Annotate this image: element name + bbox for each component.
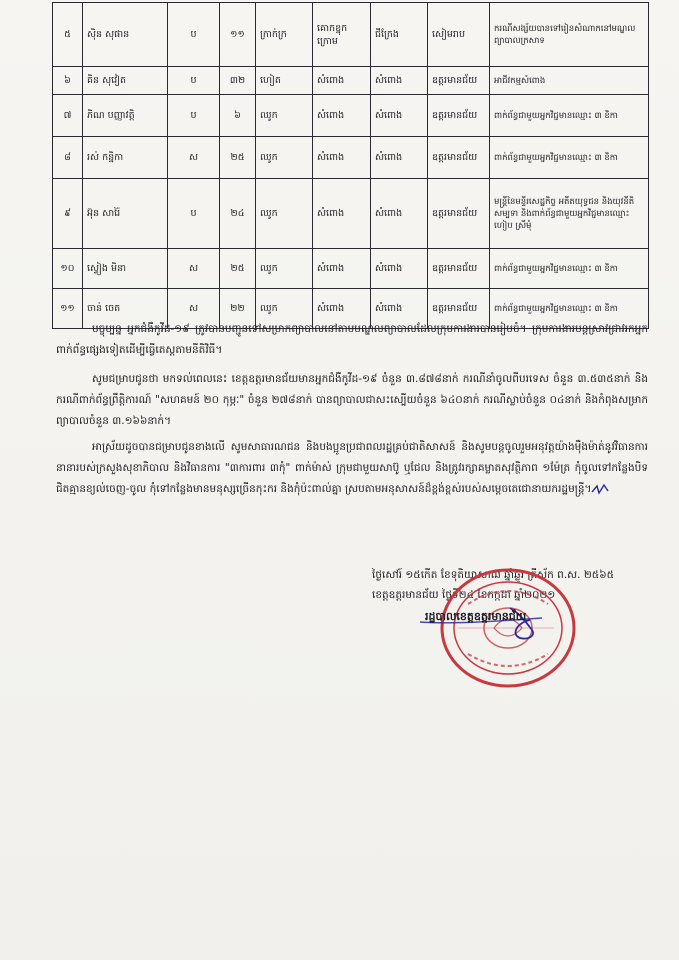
cell-name: គិន សុវៀត bbox=[83, 67, 168, 95]
cell-sex: ប bbox=[168, 179, 220, 249]
table-row bbox=[53, 179, 649, 249]
cell-age: ២៥ bbox=[220, 137, 256, 179]
cell-job: ហៀត bbox=[256, 67, 313, 95]
cell-place: សំពោង bbox=[313, 179, 371, 249]
cell-no: ៨ bbox=[53, 137, 83, 179]
cell-note: ពាក់ព័ន្ធជាមួយអ្នកវិជ្ជមានឈ្មោះ ៣ ខិកា bbox=[490, 249, 649, 289]
cell-job: ឈូក bbox=[256, 179, 313, 249]
cell-sex: ប bbox=[168, 3, 220, 67]
initial-mark-icon bbox=[591, 483, 609, 495]
cell-sex: ប bbox=[168, 95, 220, 137]
cell-job: ក្រាក់ក្រ bbox=[256, 3, 313, 67]
cell-job: ឈូក bbox=[256, 137, 313, 179]
status-paragraph bbox=[56, 319, 648, 361]
cell-place: សំពោង bbox=[313, 67, 371, 95]
cell-name: អ៊ុន សារ៉ៃ bbox=[83, 179, 168, 249]
cell-no: ១១ bbox=[53, 289, 83, 329]
cell-province: ឧត្តរមានជ័យ bbox=[428, 95, 490, 137]
cell-sex: ស bbox=[168, 249, 220, 289]
cell-place: សំពោង bbox=[313, 137, 371, 179]
cell-age: ២៤ bbox=[220, 179, 256, 249]
cell-note: ករណីសង្ស័យបានទៅរៀនសំណាកនៅមណ្ឌលព្យាបាលក្រសាទ bbox=[490, 3, 649, 67]
table-row bbox=[53, 3, 649, 67]
statistics-paragraph bbox=[56, 369, 648, 432]
table-row bbox=[53, 67, 649, 95]
cell-district: សំពោង bbox=[371, 67, 428, 95]
cell-no: ៧ bbox=[53, 95, 83, 137]
case-table bbox=[52, 2, 649, 329]
cell-sex: ស bbox=[168, 289, 220, 329]
cell-note: ពាក់ព័ន្ធជាមួយអ្នកវិជ្ជមានឈ្មោះ ៣ ខិកា bbox=[490, 289, 649, 329]
cell-name: ភិណ បញ្ញាវត្តិ bbox=[83, 95, 168, 137]
cell-note: ពាក់ព័ន្ធជាមួយអ្នកវិជ្ជមានឈ្មោះ ៣ ខិកា bbox=[490, 95, 649, 137]
cell-district: សំពោង bbox=[371, 179, 428, 249]
cell-province: ឧត្តរមានជ័យ bbox=[428, 289, 490, 329]
cell-age: ៣២ bbox=[220, 67, 256, 95]
cell-age: ៦ bbox=[220, 95, 256, 137]
cell-age: ២២ bbox=[220, 289, 256, 329]
cell-no: ៥ bbox=[53, 3, 83, 67]
cell-job: ឈូក bbox=[256, 289, 313, 329]
cell-district: សំពោង bbox=[371, 137, 428, 179]
cell-province: ឧត្តរមានជ័យ bbox=[428, 249, 490, 289]
cell-note: ពាក់ព័ន្ធជាមួយអ្នកវិជ្ជមានឈ្មោះ ៣ ខិកា bbox=[490, 137, 649, 179]
cell-age: ២៥ bbox=[220, 249, 256, 289]
cell-province: សៀមរាប bbox=[428, 3, 490, 67]
cell-sex: ស bbox=[168, 137, 220, 179]
cell-province: ឧត្តរមានជ័យ bbox=[428, 179, 490, 249]
cell-district: សំពោង bbox=[371, 95, 428, 137]
cell-place: គោកខ្នុកក្រោម bbox=[313, 3, 371, 67]
cell-note: មន្ត្រីនៃមន្ទីរសេដ្ឋកិច្ច អតីតយុទ្ធជន និងយុវនីតិសម្បទា និងពាក់ព័ន្ធជាមួយអ្នកវិជ្ជមានឈ្មោះ ហៀប ស្រីមុំ bbox=[490, 179, 649, 249]
cell-age: ១១ bbox=[220, 3, 256, 67]
cell-note: អាជីវកម្មសំពោង bbox=[490, 67, 649, 95]
status-paragraph-text: បច្ចុប្បន្ន អ្នកជំងឺកូវីដ-១៩ ត្រូវបានបញ្ជូនទៅសម្រាកព្យាបាលនៅតាមមណ្ឌលព្យាបាលដែលក្រុមការងារបានរៀបចំ។ ក្រុមការងារបន្តស្រាវជ្រាវរកអ្នកពាក់ព័ន្ធផ្សេងទៀតដើម្បីធ្វើតេស្តតាមនីតិវិធី។ bbox=[56, 323, 648, 356]
cell-district: ជីក្រែង bbox=[371, 3, 428, 67]
cell-job: ឈូក bbox=[256, 249, 313, 289]
cell-district: សំពោង bbox=[371, 289, 428, 329]
cell-no: ៩ bbox=[53, 179, 83, 249]
cell-place: សំពោង bbox=[313, 95, 371, 137]
cell-district: សំពោង bbox=[371, 249, 428, 289]
cell-sex: ប bbox=[168, 67, 220, 95]
table-row bbox=[53, 137, 649, 179]
cell-no: ១០ bbox=[53, 249, 83, 289]
cell-name: រស់ កន្និកា bbox=[83, 137, 168, 179]
cell-name: ចាន់ ចេត bbox=[83, 289, 168, 329]
table-row bbox=[53, 95, 649, 137]
cell-no: ៦ bbox=[53, 67, 83, 95]
cell-province: ឧត្តរមានជ័យ bbox=[428, 137, 490, 179]
signature-icon bbox=[360, 600, 570, 660]
signatory-title: រដ្ឋបាលខេត្តឧត្តរមានជ័យ bbox=[425, 610, 527, 623]
advice-paragraph bbox=[56, 437, 648, 500]
advice-paragraph-text: អាស្រ័យដូចបានជម្រាបជូនខាងលើ សូមសាធារណជន និងបងប្អូនប្រជាពលរដ្ឋគ្រប់ជាតិសាសន៍ និងសូមបន្តចូលរួមអនុវត្តយ៉ាងម៉ឺងម៉ាត់នូវវិធានការនានារបស់ក្រសួងសុខាភិបាល និងវិធានការ "៣ការពារ ៣កុំ" ពាក់ម៉ាស់ ក្រុមជាមួយសាប៊ូ ឬជែល និងត្រូវរក្សាគម្លាតសុវត្ថិភាព ១ម៉ែត្រ កុំចូលទៅកន្លែងបិទជិតគ្មានខ្យល់ចេញ-ចូល កុំទៅកន្លែងមានមនុស្សច្រើនកុះករ និងកុំប៉ះពាល់គ្នា ស្របតាមអនុសាសន៍ដ៏ខ្ពង់ខ្ពស់របស់សម្តេចតេជោនាយករដ្ឋមន្ត្រី។ bbox=[56, 441, 648, 495]
cell-place: សំពោង bbox=[313, 249, 371, 289]
cell-place: សំពោង bbox=[313, 289, 371, 329]
lunar-date: ថ្ងៃសៅរ៍ ១៥កើត ខែទុតិយាសាឍ ឆ្នាំឆ្លូវ ត្រីស័ក ព.ស. ២៥៦៥ bbox=[372, 569, 615, 581]
table-row bbox=[53, 249, 649, 289]
cell-job: ឈូក bbox=[256, 95, 313, 137]
statistics-paragraph-text: សូមជម្រាបជូនថា មកទល់ពេលនេះ ខេត្តឧត្តរមានជ័យមានអ្នកជំងឺកូវីដ-១៩ ចំនួន ៣.៨៧៨នាក់ ករណីនាំចូលពីបរទេស ចំនួន ៣.៥៣៥នាក់ និងករណីពាក់ព័ន្ធព្រឹត្តិការណ៍ "សហគមន៍ ២០ កុម្ភៈ" ចំនួន ២៧៨នាក់ បានព្យាបាលជាសះស្បើយចំនួន ៦៤០នាក់ ករណីស្លាប់ចំនួន ០៤នាក់ និងកំពុងសម្រាកព្យាបាលចំនួន ៣.១៦៦នាក់។ bbox=[56, 373, 648, 427]
cell-name: ស្វៀង មិនា bbox=[83, 249, 168, 289]
case-table-body bbox=[53, 3, 649, 329]
cell-name: ស៊ិន សុផាន bbox=[83, 3, 168, 67]
solar-date: ខេត្តឧត្តរមានជ័យ ថ្ងៃទី២៤ ខែកក្កដា ឆ្នាំ២០២១ bbox=[372, 589, 556, 601]
cell-province: ឧត្តរមានជ័យ bbox=[428, 67, 490, 95]
